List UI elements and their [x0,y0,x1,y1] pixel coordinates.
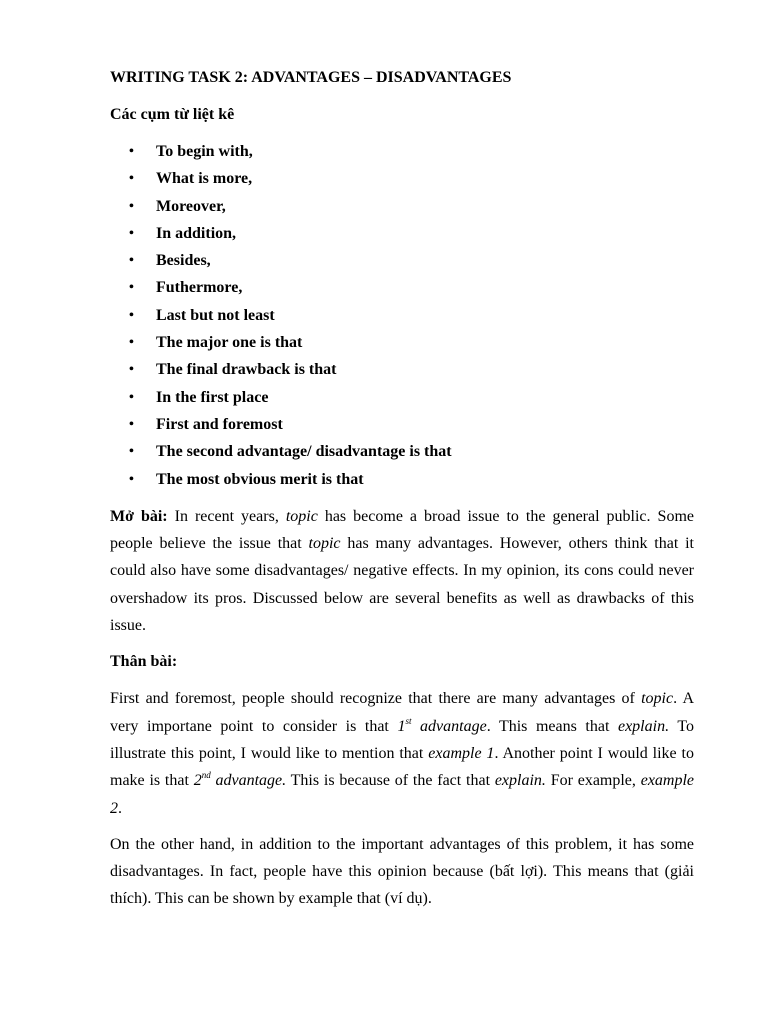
body1-text-6: This is because of the fact that [286,772,495,790]
bullet-icon: • [129,307,134,323]
body1-advantage-1 [397,715,487,735]
advantage-2-suffix: nd [201,770,211,781]
body1-text-7: For example, [545,772,641,790]
list-item-text: Besides, [156,252,211,270]
body-heading: Thân bài: [110,653,178,671]
body1-topic: topic [641,690,674,708]
list-item [110,466,694,493]
body1-text-3: . This means that [486,717,618,735]
list-item-text: To begin with, [156,143,253,160]
advantage-2-number: 2 [193,772,202,790]
body1-text-1: First and foremost, people should recognize that there are many advantages of [110,690,642,708]
document-page [110,64,694,922]
list-item [110,193,694,220]
list-item-text: The second advantage/ disadvantage is that [156,443,452,461]
advantage-1-text: advantage [411,717,487,735]
intro-topic-1: topic [285,507,318,525]
bullet-icon: • [129,444,134,460]
list-item [110,302,694,329]
bullet-icon: • [129,198,134,214]
list-item-text: Futhermore, [156,279,243,297]
list-item [110,384,694,411]
phrase-list [110,138,694,493]
list-item-text: Moreover, [156,197,226,215]
list-item-text: The most obvious merit is that [156,470,364,488]
bullet-icon: • [129,225,134,241]
list-item-text: The major one is that [156,334,303,352]
body1-explain-2: explain. [494,772,546,790]
body1-example-1: example 1 [428,744,495,762]
intro-topic-2: topic [308,535,341,553]
bullet-icon: • [129,253,134,269]
bullet-icon: • [129,471,134,487]
list-item [110,138,694,165]
body-paragraph-1 [110,685,694,821]
bullet-icon: • [129,389,134,405]
body1-text-8: . [118,799,122,817]
list-item [110,356,694,383]
intro-text-1: In recent years, [167,507,286,525]
list-item-text: The final drawback is that [156,361,337,379]
body1-text-2: . A very importane point to consider is that [110,690,694,735]
body-paragraph-2: On the other hand, in addition to the important advantages of this problem, it has some disadvantages. In fact, people have this opinion because (bất lợi). This means that (giải thích). This can be shown by example that (ví dụ). [110,835,694,908]
intro-text-2: has become a broad issue to the general public. Some people believe the issue that [110,507,694,553]
list-item [110,274,694,301]
list-item-text: What is more, [156,170,253,188]
intro-text-3: has many advantages. However, others think that it could also have some disadvantages/ negative effects. In my opinion, its cons could never overshadow its pros. Discussed below are several benefits as well as drawbacks of this issue. [110,535,694,635]
bullet-icon: • [129,416,134,432]
list-item [110,411,694,438]
body1-explain-1: explain. [617,717,670,735]
list-item [110,329,694,356]
document-title: WRITING TASK 2: ADVANTAGES – DISADVANTAGES [110,69,512,86]
body1-example-2: example 2 [110,772,695,817]
bullet-icon: • [129,144,134,159]
list-item-text: In the first place [156,388,269,406]
list-item-text: First and foremost [156,415,283,433]
bullet-icon: • [129,335,134,351]
body1-advantage-2 [194,772,286,789]
list-item [110,220,694,247]
list-item-text: In addition, [156,224,237,242]
bullet-icon: • [129,171,134,187]
list-item [110,438,694,465]
body1-text-4: To illustrate this point, I would like to mention that [110,717,694,762]
bullet-icon: • [129,362,134,378]
list-item [110,247,694,274]
list-item [110,165,694,192]
intro-paragraph [110,503,694,639]
advantage-1-suffix: st [405,715,412,726]
bullet-icon: • [129,280,134,296]
advantage-1-number: 1 [397,717,406,735]
intro-label: Mở bài: [110,507,168,525]
advantage-2-text: advantage. [210,772,287,790]
list-item-text: Last but not least [156,306,275,324]
body1-text-5: . Another point I would like to make is that [110,744,695,790]
list-heading: Các cụm từ liệt kê [110,106,235,123]
